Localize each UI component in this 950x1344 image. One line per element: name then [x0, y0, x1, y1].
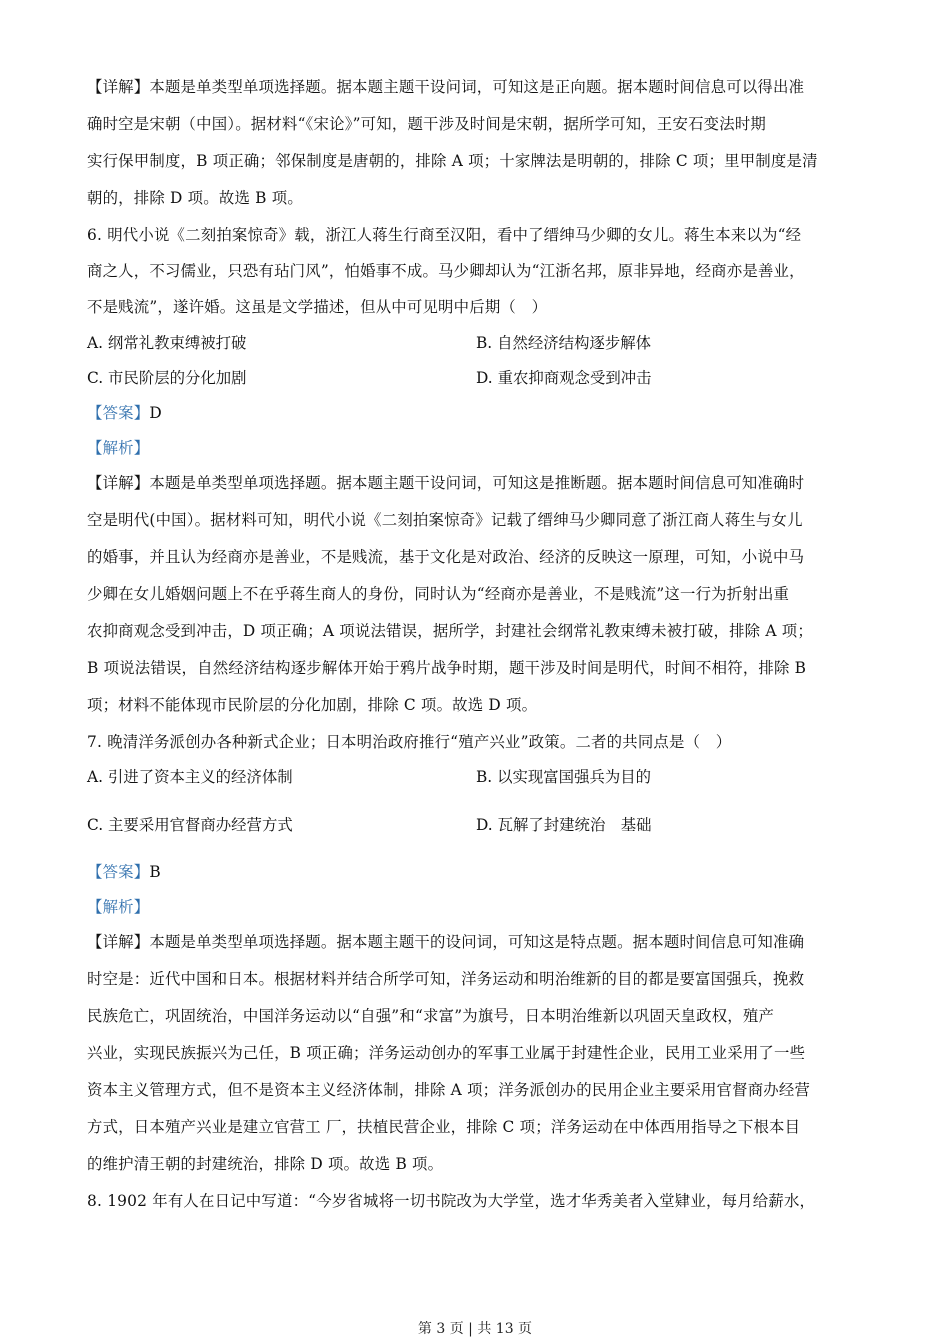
answer-value: B [149, 863, 161, 881]
q6-stem-line-2: 商之人，不习儒业，只恐有玷门风”，怕婚事不成。马少卿却认为“江浙名邦，原非异地，经商亦是善业， [87, 262, 805, 280]
q7-detail-line-5: 资本主义管理方式，但不是资本主义经济体制，排除 A 项；洋务派创办的民用企业主要采用官督商办经营 [87, 1081, 811, 1099]
q6-analysis-label: 【解析】 [87, 439, 150, 457]
q7-detail-line-6: 方式，日本殖产兴业是建立官营工 厂，扶植民营企业，排除 C 项；洋务运动在中体西用指导之下根本目 [87, 1118, 801, 1136]
q7-number: 7. [87, 733, 103, 751]
prev-detail-line-2: 确时空是宋朝（中国）。据材料“《宋论》”可知，题干涉及时间是宋朝，据所学可知，王安石变法时期 [87, 115, 767, 133]
q6-option-d: D. 重农抑商观念受到冲击 [476, 369, 652, 387]
q6-option-b: B. 自然经济结构逐步解体 [476, 334, 652, 352]
prev-detail-line-4: 朝的，排除 D 项。故选 B 项。 [87, 189, 303, 207]
q7-option-b: B. 以实现富国强兵为目的 [476, 768, 652, 786]
q7-stem-line-1: 7. 晚清洋务派创办各种新式企业；日本明治政府推行“殖产兴业”政策。二者的共同点是（ ） [87, 733, 732, 751]
q7-option-d: D. 瓦解了封建统治 基础 [476, 816, 652, 834]
q7-detail-line-7: 的维护清王朝的封建统治，排除 D 项。故选 B 项。 [87, 1155, 444, 1173]
answer-value: D [149, 404, 162, 422]
q8-stem-line-1: 8. 1902 年有人在日记中写道：“今岁省城将一切书院改为大学堂，选才华秀美者入堂肄业，每月给薪水， [87, 1192, 816, 1210]
q6-detail-line-6: B 项说法错误，自然经济结构逐步解体开始于鸦片战争时期，题干涉及时间是明代，时间不相符，排除 B [87, 659, 807, 677]
q6-option-c: C. 市民阶层的分化加剧 [87, 369, 247, 387]
q6-option-a: A. 纲常礼教束缚被打破 [87, 334, 247, 352]
q6-detail-line-7: 项；材料不能体现市民阶层的分化加剧，排除 C 项。故选 D 项。 [87, 696, 538, 714]
q7-option-a: A. 引进了资本主义的经济体制 [87, 768, 293, 786]
page-footer: 第 3 页 | 共 13 页 [417, 1321, 533, 1337]
q7-detail-line-1: 【详解】本题是单类型单项选择题。据本题主题干的设问词，可知这是特点题。据本题时间信息可知准确 [87, 933, 805, 951]
q6-detail-line-3: 的婚事，并且认为经商亦是善业，不是贱流，基于文化是对政治、经济的反映这一原理，可知，小说中马 [87, 548, 805, 566]
q8-number: 8. [87, 1192, 103, 1210]
q7-detail-line-4: 兴业，实现民族振兴为己任，B 项正确；洋务运动创办的军事工业属于封建性企业，民用工业采用了一些 [87, 1044, 806, 1062]
q6-detail-line-1: 【详解】本题是单类型单项选择题。据本题主题干设问词，可知这是推断题。据本题时间信息可知准确时 [87, 474, 805, 492]
q7-analysis-label: 【解析】 [87, 898, 150, 916]
q6-detail-line-5: 农抑商观念受到冲击，D 项正确；A 项说法错误，据所学，封建社会纲常礼教束缚未被打破，排除 A 项； [87, 622, 813, 640]
q7-detail-line-2: 时空是：近代中国和日本。根据材料并结合所学可知，洋务运动和明治维新的目的都是要富国强兵，挽救 [87, 970, 805, 988]
q6-stem-line-3: 不是贱流”，遂许婚。这虽是文学描述，但从中可见明中后期（ ） [87, 298, 548, 316]
q6-stem-line-1: 6. 明代小说《二刻拍案惊奇》载，浙江人蒋生行商至汉阳，看中了缙绅马少卿的女儿。蒋生本来以为“经 [87, 226, 802, 244]
prev-detail-line-1: 【详解】本题是单类型单项选择题。据本题主题干设问词，可知这是正向题。据本题时间信息可以得出准 [87, 78, 805, 96]
detail-label: 【详解】 [87, 474, 150, 492]
q7-answer [87, 862, 161, 882]
q7-detail-line-3: 民族危亡，巩固统治，中国洋务运动以“自强”和“求富”为旗号，日本明治维新以巩固天皇政权，殖产 [87, 1007, 775, 1025]
answer-label: 【答案】 [87, 404, 150, 422]
q6-detail-line-2: 空是明代(中国）。据材料可知，明代小说《二刻拍案惊奇》记载了缙绅马少卿同意了浙江商人蒋生与女儿 [87, 511, 803, 529]
answer-label: 【答案】 [87, 863, 150, 881]
q6-answer [87, 403, 162, 423]
q6-detail-line-4: 少卿在女儿婚姻问题上不在乎蒋生商人的身份，同时认为“经商亦是善业，不是贱流”这一行为折射出重 [87, 585, 790, 603]
detail-label: 【详解】 [87, 933, 150, 951]
detail-label: 【详解】 [87, 78, 150, 96]
prev-detail-line-3: 实行保甲制度，B 项正确；邻保制度是唐朝的，排除 A 项；十家牌法是明朝的，排除 C 项；里甲制度是清 [87, 152, 818, 170]
q6-number: 6. [87, 226, 103, 244]
q7-option-c: C. 主要采用官督商办经营方式 [87, 816, 293, 834]
